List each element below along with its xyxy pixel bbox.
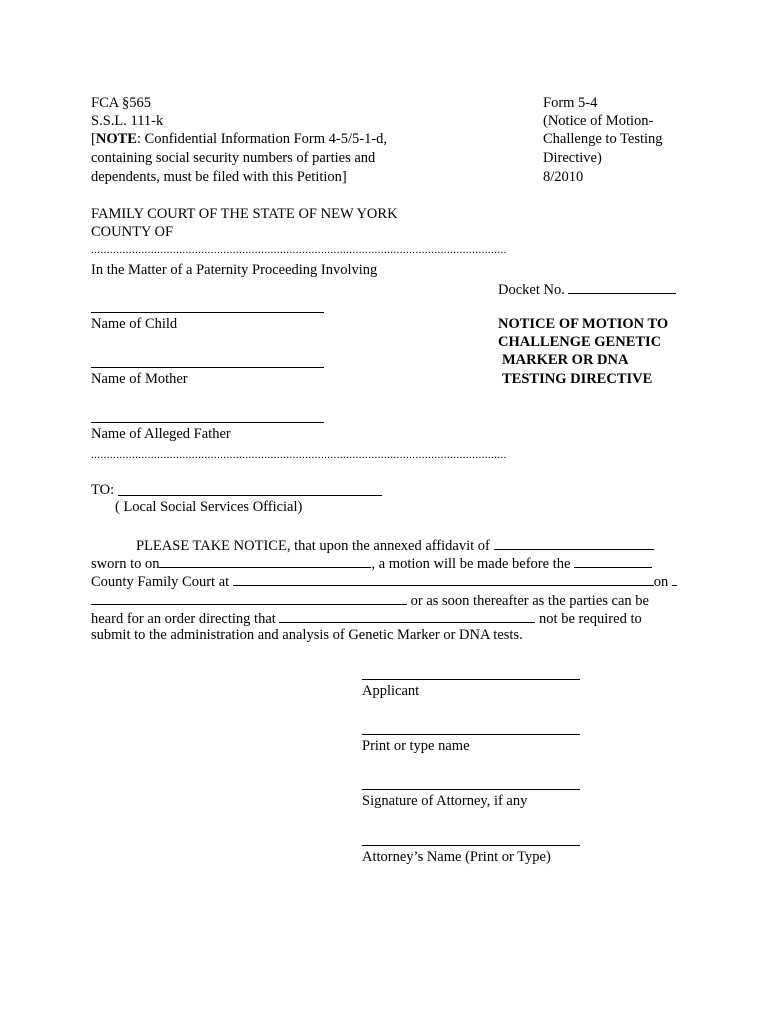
confidential-note: [NOTE: Confidential Information Form 4-5/5-1-d, (91, 131, 388, 147)
hearing-time-field[interactable] (91, 590, 407, 605)
father-name-label: Name of Alleged Father (91, 426, 231, 442)
affiant-name-field[interactable] (494, 535, 654, 550)
caption-dotted-line-top: .................................................................................................................................... (91, 244, 507, 256)
statute-reference-ssl: S.S.L. 111-k (91, 113, 164, 129)
child-name-label: Name of Child (91, 316, 178, 332)
caption-dotted-line-bottom: .................................................................................................................................... (91, 449, 507, 461)
notice-line1: PLEASE TAKE NOTICE, that upon the annexed affidavit of (136, 535, 654, 555)
form-number: Form 5-4 (543, 95, 598, 111)
hearing-date-field[interactable] (672, 571, 677, 586)
notice-line5: heard for an order directing that not be required to (91, 608, 642, 628)
form-title-line2: CHALLENGE GENETIC (498, 334, 662, 350)
print-name-field[interactable] (362, 734, 580, 735)
mother-name-label: Name of Mother (91, 371, 188, 387)
to-label: TO: (91, 482, 115, 498)
docket-number-field[interactable] (568, 279, 676, 294)
form-date: 8/2010 (543, 169, 584, 185)
child-name-field[interactable] (91, 312, 324, 313)
print-name-label: Print or type name (362, 738, 470, 754)
form-title-line1: NOTICE OF MOTION TO (498, 316, 669, 332)
confidential-note-line2: containing social security numbers of parties and (91, 150, 376, 166)
attorney-name-field[interactable] (362, 845, 580, 846)
to-recipient-field[interactable] (118, 495, 382, 496)
confidential-note-line3: dependents, must be filed with this Petition] (91, 169, 347, 185)
form-description-line1: (Notice of Motion- (543, 113, 654, 129)
applicant-label: Applicant (362, 683, 420, 699)
docket-number: Docket No. (498, 279, 676, 299)
mother-name-field[interactable] (91, 367, 324, 368)
notice-line6: submit to the administration and analysis of Genetic Marker or DNA tests. (91, 627, 523, 643)
sworn-date-field[interactable] (159, 553, 371, 568)
notice-line2: sworn to on , a motion will be made before the (91, 553, 652, 573)
respondent-name-field[interactable] (279, 608, 535, 623)
attorney-name-label: Attorney’s Name (Print or Type) (362, 849, 551, 865)
social-services-official-label: ( Local Social Services Official) (115, 499, 303, 515)
notice-line3: County Family Court at on (91, 571, 677, 591)
form-description-line2: Challenge to Testing (543, 131, 663, 147)
court-county-field[interactable] (574, 553, 652, 568)
attorney-signature-field[interactable] (362, 789, 580, 790)
court-name: FAMILY COURT OF THE STATE OF NEW YORK (91, 206, 398, 222)
matter-heading: In the Matter of a Paternity Proceeding Involving (91, 262, 378, 278)
note-label: NOTE (95, 131, 137, 147)
father-name-field[interactable] (91, 422, 324, 423)
form-description-line3: Directive) (543, 150, 602, 166)
court-address-field[interactable] (233, 571, 654, 586)
notice-line4: or as soon thereafter as the parties can be (91, 590, 649, 610)
county-label: COUNTY OF (91, 224, 174, 240)
applicant-signature-field[interactable] (362, 679, 580, 680)
statute-reference-fca: FCA §565 (91, 95, 152, 111)
form-title-line4: TESTING DIRECTIVE (502, 371, 653, 387)
attorney-signature-label: Signature of Attorney, if any (362, 793, 528, 809)
form-title-line3: MARKER OR DNA (502, 352, 629, 368)
